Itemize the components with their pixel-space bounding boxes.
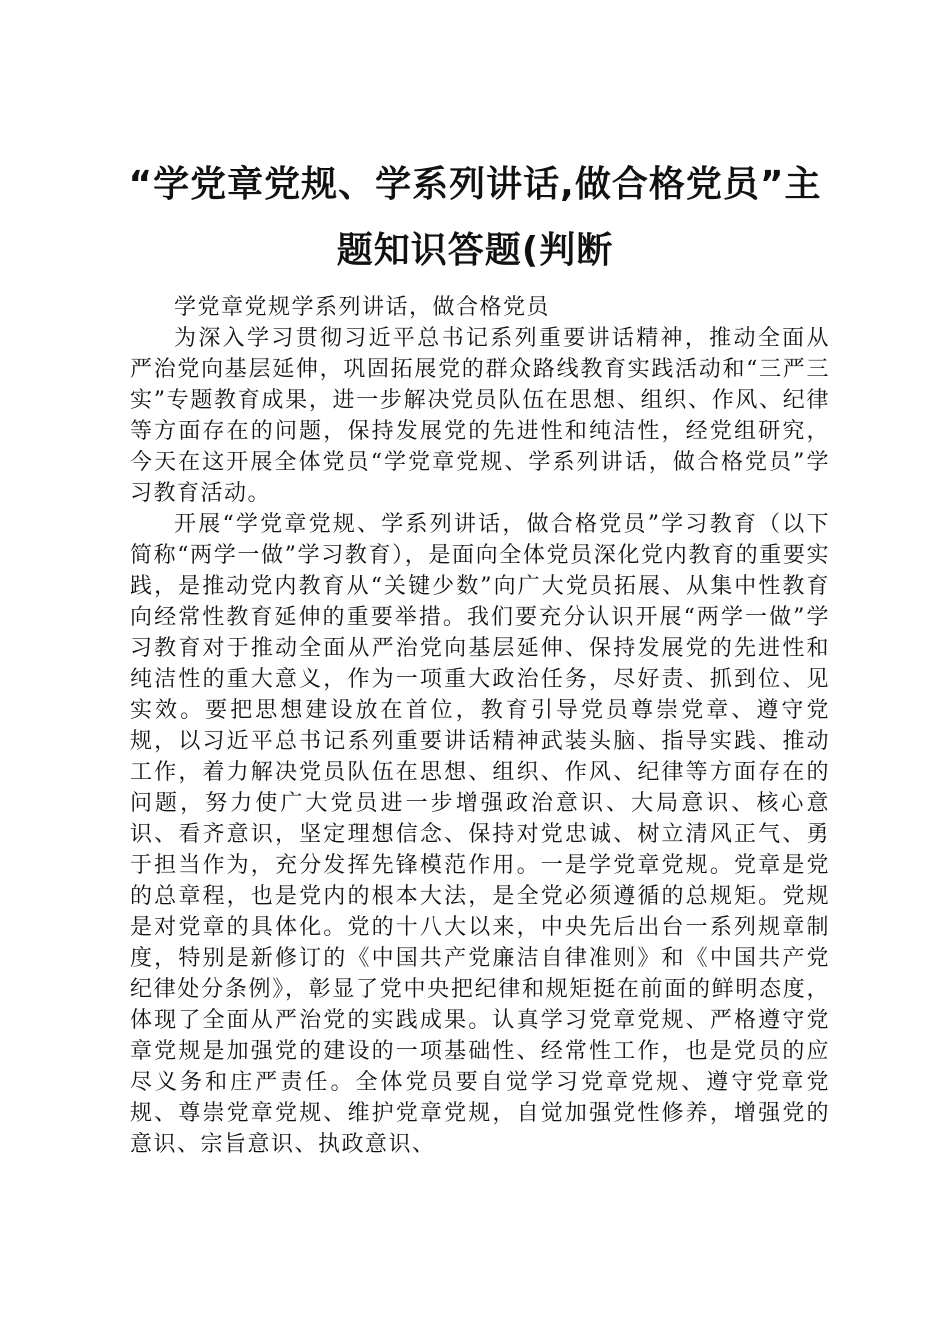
paragraph-main: 开展“学党章党规、学系列讲话，做合格党员”学习教育（以下简称“两学一做”学习教育），是面向全体党员深化党内教育的重要实践，是推动党内教育从“关键少数”向广大党员拓展、从集中性教育向经常性教育延伸的重要举措。我们要充分认识开展“两学一做”学习教育对于推动全面从严治党向基层延伸、保持发展党的先进性和纯洁性的重大意义，作为一项重大政治任务，尽好责、抓到位、见实效。要把思想建设放在首位，教育引导党员尊崇党章、遵守党规，以习近平总书记系列重要讲话精神武装头脑、指导实践、推动工作，着力解决党员队伍在思想、组织、作风、纪律等方面存在的问题，努力使广大党员进一步增强政治意识、大局意识、核心意识、看齐意识，坚定理想信念、保持对党忠诚、树立清风正气、勇于担当作为，充分发挥先锋模范作用。一是学党章党规。党章是党的总章程，也是党内的根本大法，是全党必须遵循的总规矩。党规是对党章的具体化。党的十八大以来，中央先后出台一系列规章制度，特别是新修订的《中国共产党廉洁自律准则》和《中国共产党纪律处分条例》，彰显了党中央把纪律和规矩挺在前面的鲜明态度，体现了全面从严治党的实践成果。认真学习党章党规、严格遵守党章党规是加强党的建设的一项基础性、经常性工作，也是党员的应尽义务和庄严责任。全体党员要自觉学习党章党规、遵守党章党规、尊崇党章党规、维护党章党规，自觉加强党性修养，增强党的意识、宗旨意识、执政意识、: [130, 512, 830, 1157]
paragraph-heading: 学党章党规学系列讲话，做合格党员: [174, 295, 551, 320]
paragraph-intro: 为深入学习贯彻习近平总书记系列重要讲话精神，推动全面从严治党向基层延伸，巩固拓展党的群众路线教育实践活动和“三严三实”专题教育成果，进一步解决党员队伍在思想、组织、作风、纪律等方面存在的问题，保持发展党的先进性和纯洁性，经党组研究，今天在这开展全体党员“学党章党规、学系列讲话，做合格党员”学习教育活动。: [130, 326, 830, 506]
document-body: [130, 292, 830, 1160]
document-title: “学党章党规、学系列讲话,做合格党员”主题知识答题(判断: [128, 164, 822, 271]
